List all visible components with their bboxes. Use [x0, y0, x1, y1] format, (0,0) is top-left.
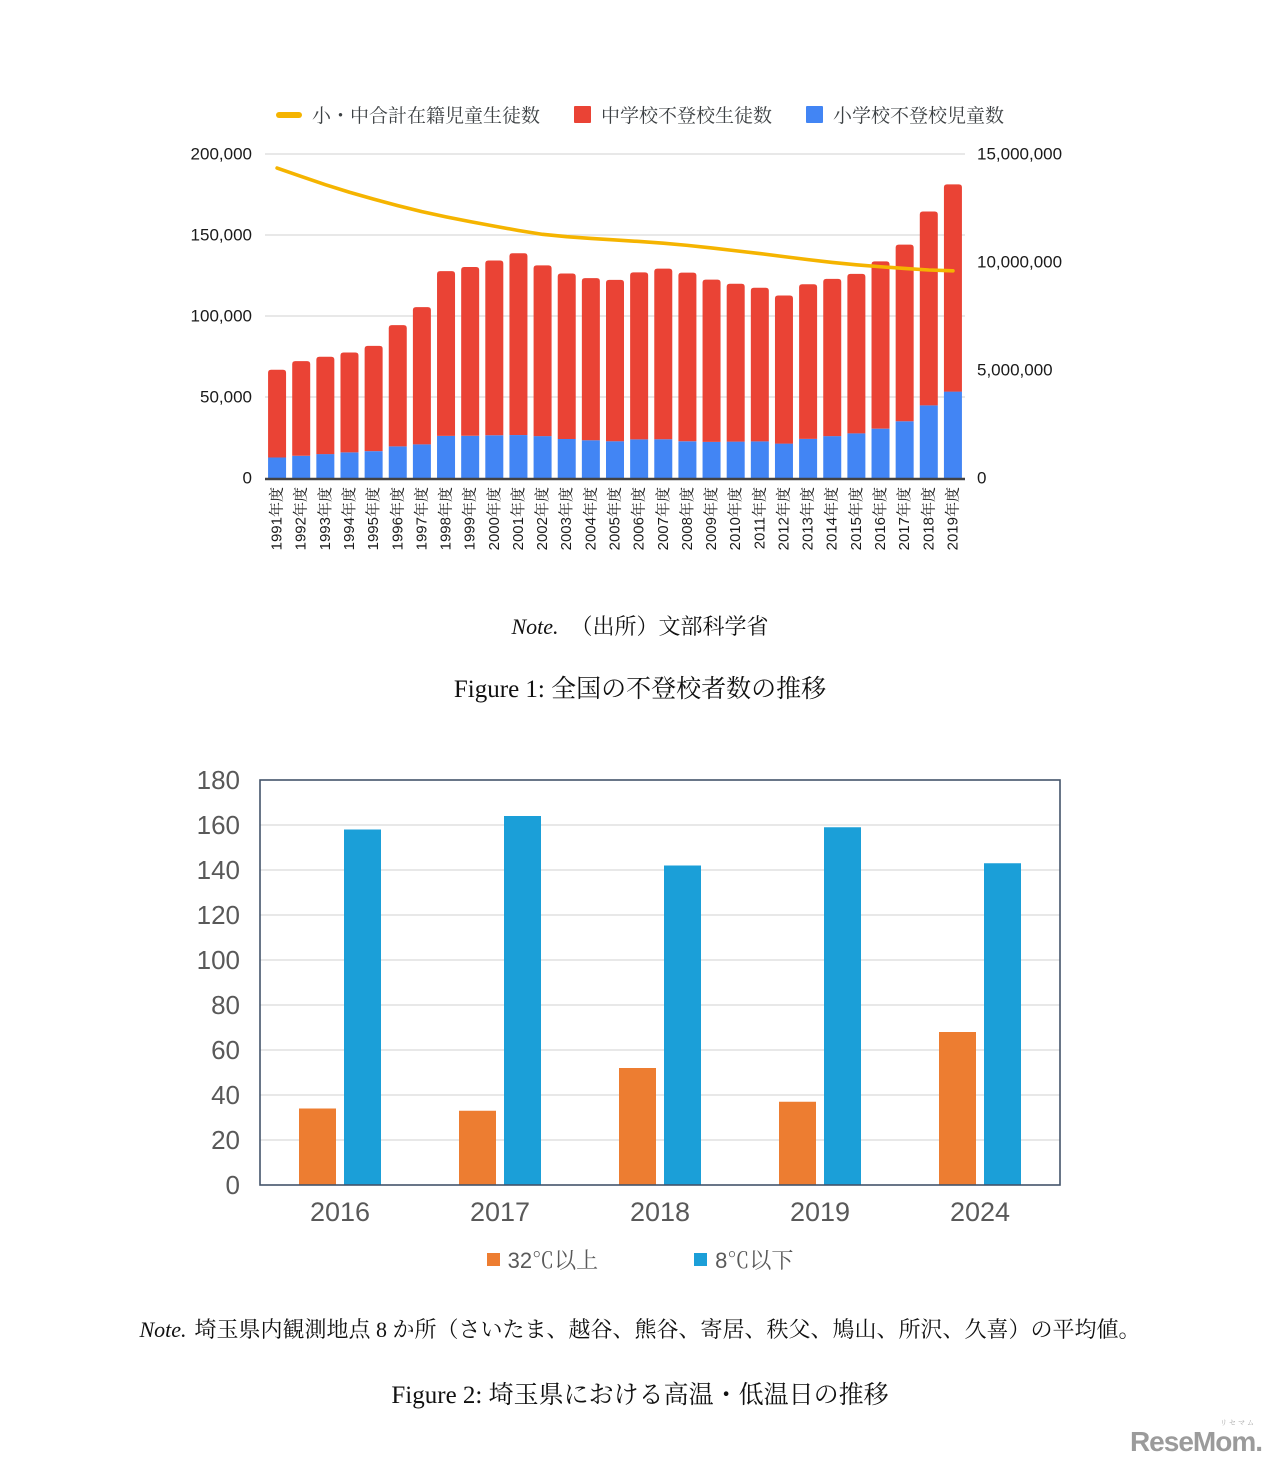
- resemom-logo: [1130, 1420, 1262, 1456]
- x-tick-label-2009年度: 2009年度: [703, 487, 721, 551]
- x-tick-label-2013年度: 2013年度: [799, 487, 817, 551]
- bar-hot-days-2018: [619, 1068, 656, 1185]
- y-tick-label: 60: [211, 1035, 240, 1065]
- left-axis-tick-label: 150,000: [190, 225, 252, 245]
- bar-juniorhigh-2013年度: [799, 284, 817, 439]
- bar-juniorhigh-2018年度: [920, 211, 938, 405]
- legend-label-hot-days: 32℃以上: [507, 1248, 599, 1273]
- x-tick-label-2017年度: 2017年度: [896, 487, 914, 551]
- x-tick-label-1992年度: 1992年度: [292, 487, 310, 551]
- bar-elementary-1994年度: [340, 452, 358, 478]
- x-tick-label-2004年度: 2004年度: [582, 487, 600, 551]
- bar-juniorhigh-2000年度: [485, 260, 503, 435]
- bar-elementary-1996年度: [389, 446, 407, 478]
- note-label: Note.: [139, 1317, 187, 1342]
- bar-juniorhigh-1994年度: [340, 353, 358, 453]
- bar-juniorhigh-2011年度: [751, 288, 769, 442]
- x-tick-label-2017: 2017: [469, 1197, 531, 1227]
- orange-box-swatch-icon: [487, 1253, 500, 1266]
- x-tick-label-2000年度: 2000年度: [485, 486, 503, 551]
- bar-elementary-1999年度: [461, 436, 479, 478]
- bar-elementary-2001年度: [509, 435, 527, 478]
- x-tick-label-2010年度: 2010年度: [727, 487, 745, 551]
- legend-label-cold-days: 8℃以下: [715, 1248, 794, 1273]
- legend-label-elementary: 小学校不登校児童数: [833, 106, 1005, 127]
- x-tick-label-1997年度: 1997年度: [413, 487, 431, 551]
- x-tick-label-1994年度: 1994年度: [340, 487, 358, 551]
- bar-elementary-2019年度: [944, 392, 962, 478]
- bar-juniorhigh-2005年度: [606, 280, 624, 441]
- y-tick-label: 20: [211, 1125, 240, 1155]
- left-axis-tick-label: 200,000: [190, 144, 252, 164]
- x-tick-label-1996年度: 1996年度: [389, 487, 407, 551]
- bar-juniorhigh-2017年度: [896, 245, 914, 422]
- right-axis-tick-label: 5,000,000: [977, 360, 1053, 380]
- bar-hot-days-2024: [939, 1032, 976, 1185]
- bar-hot-days-2019: [779, 1102, 816, 1185]
- x-tick-label-2007年度: 2007年度: [654, 487, 672, 551]
- bar-juniorhigh-1996年度: [389, 325, 407, 446]
- legend-label-junior-high: 中学校不登校生徒数: [600, 106, 772, 127]
- bar-juniorhigh-2002年度: [534, 265, 552, 436]
- bar-elementary-2014年度: [823, 436, 841, 478]
- y-tick-label: 140: [196, 855, 240, 885]
- bar-elementary-1995年度: [365, 451, 383, 478]
- bar-juniorhigh-2016年度: [872, 261, 890, 428]
- bar-elementary-2002年度: [534, 436, 552, 478]
- x-tick-label-2015年度: 2015年度: [847, 487, 865, 551]
- y-tick-label: 0: [225, 1170, 240, 1200]
- figure1-note: [0, 610, 1280, 641]
- bar-elementary-2018年度: [920, 405, 938, 478]
- note-text: 埼玉県内観測地点 8 か所（さいたま、越谷、熊谷、寄居、秩父、鳩山、所沢、久喜）の平均値。: [194, 1317, 1141, 1342]
- bar-elementary-1991年度: [268, 458, 286, 478]
- y-tick-label: 160: [196, 810, 240, 840]
- figure2-chart: [0, 740, 1280, 1240]
- bar-juniorhigh-1992年度: [292, 361, 310, 456]
- bar-juniorhigh-2001年度: [509, 253, 527, 435]
- bar-elementary-1993年度: [316, 454, 334, 478]
- x-tick-label-2014年度: 2014年度: [823, 487, 841, 551]
- x-tick-label-2018年度: 2018年度: [920, 487, 938, 551]
- bar-elementary-2016年度: [872, 429, 890, 478]
- logo-word: ReseMom.: [1129, 1426, 1262, 1457]
- x-tick-label-2019年度: 2019年度: [944, 487, 962, 551]
- bar-elementary-1997年度: [413, 444, 431, 478]
- figure2-note: [0, 1313, 1280, 1344]
- x-tick-label-2019: 2019: [789, 1197, 851, 1227]
- bar-juniorhigh-2019年度: [944, 184, 962, 391]
- bar-juniorhigh-1999年度: [461, 267, 479, 436]
- x-tick-label-1998年度: 1998年度: [437, 487, 455, 551]
- bar-juniorhigh-2006年度: [630, 272, 648, 439]
- bar-cold-days-2019: [824, 827, 861, 1185]
- note-label: Note.: [511, 614, 559, 639]
- bar-elementary-2003年度: [558, 439, 576, 478]
- bar-cold-days-2018: [664, 866, 701, 1186]
- bar-hot-days-2017: [459, 1111, 496, 1185]
- figure1-chart: [0, 0, 1280, 600]
- bar-juniorhigh-2014年度: [823, 279, 841, 436]
- bar-cold-days-2017: [504, 816, 541, 1185]
- y-tick-label: 120: [196, 900, 240, 930]
- legend-label-total-enrollment: 小・中合計在籍児童生徒数: [311, 106, 540, 127]
- bar-elementary-2015年度: [847, 433, 865, 478]
- y-tick-label: 40: [211, 1080, 240, 1110]
- x-tick-label-1991年度: 1991年度: [268, 487, 286, 551]
- figure2-caption: Figure 2: 埼玉県における高温・低温日の推移: [391, 1382, 889, 1409]
- x-tick-label-2002年度: 2002年度: [534, 487, 552, 551]
- bar-elementary-1992年度: [292, 456, 310, 478]
- x-tick-label-2005年度: 2005年度: [606, 487, 624, 551]
- bar-juniorhigh-2003年度: [558, 274, 576, 439]
- bar-juniorhigh-1991年度: [268, 370, 286, 458]
- right-axis-tick-label: 0: [977, 468, 987, 488]
- bar-elementary-2017年度: [896, 421, 914, 478]
- x-tick-label-2016: 2016: [309, 1197, 371, 1227]
- left-axis-tick-label: 100,000: [190, 306, 252, 326]
- bar-elementary-2000年度: [485, 435, 503, 478]
- y-tick-label: 180: [196, 765, 240, 795]
- y-tick-label: 80: [211, 990, 240, 1020]
- x-tick-label-2001年度: 2001年度: [509, 487, 527, 551]
- bar-elementary-1998年度: [437, 436, 455, 478]
- left-axis-tick-label: 50,000: [200, 387, 252, 407]
- bar-elementary-2011年度: [751, 441, 769, 478]
- enrollment-line: [277, 168, 953, 271]
- y-tick-label: 100: [196, 945, 240, 975]
- legend-item-cold-days: [694, 1244, 793, 1275]
- legend-item-hot-days: [487, 1244, 598, 1275]
- bar-juniorhigh-2008年度: [678, 273, 696, 442]
- bar-hot-days-2016: [299, 1109, 336, 1186]
- x-tick-label-1999年度: 1999年度: [461, 487, 479, 551]
- right-axis-tick-label: 10,000,000: [977, 252, 1063, 272]
- bar-elementary-2005年度: [606, 441, 624, 478]
- bar-juniorhigh-1998年度: [437, 271, 455, 436]
- figure1-caption: Figure 1: 全国の不登校者数の推移: [453, 676, 827, 703]
- x-tick-label-2006年度: 2006年度: [630, 487, 648, 551]
- bar-juniorhigh-2015年度: [847, 274, 865, 433]
- bar-elementary-2010年度: [727, 442, 745, 478]
- x-tick-label-1993年度: 1993年度: [316, 487, 334, 551]
- bar-juniorhigh-1997年度: [413, 307, 431, 444]
- bar-juniorhigh-2009年度: [703, 280, 721, 442]
- bar-cold-days-2016: [344, 830, 381, 1186]
- logo-ruby: リセマム: [1220, 1420, 1256, 1427]
- bar-juniorhigh-2007年度: [654, 269, 672, 440]
- bar-elementary-2013年度: [799, 439, 817, 478]
- bar-elementary-2009年度: [703, 442, 721, 478]
- cyan-box-swatch-icon: [694, 1253, 707, 1266]
- bar-juniorhigh-1995年度: [365, 346, 383, 451]
- bar-elementary-2004年度: [582, 440, 600, 478]
- figure2-legend: [0, 1244, 1280, 1275]
- bar-cold-days-2024: [984, 863, 1021, 1185]
- bar-juniorhigh-2010年度: [727, 284, 745, 442]
- x-tick-label-2011年度: 2011年度: [751, 487, 769, 550]
- bar-elementary-2006年度: [630, 439, 648, 478]
- x-tick-label-2018: 2018: [629, 1197, 691, 1227]
- x-tick-label-2012年度: 2012年度: [775, 487, 793, 551]
- right-axis-tick-label: 15,000,000: [977, 144, 1063, 164]
- note-text: （出所）文部科学省: [570, 614, 769, 639]
- x-tick-label-1995年度: 1995年度: [365, 487, 383, 551]
- x-tick-label-2008年度: 2008年度: [678, 487, 696, 551]
- x-tick-label-2003年度: 2003年度: [558, 487, 576, 551]
- bar-juniorhigh-1993年度: [316, 357, 334, 454]
- bar-elementary-2012年度: [775, 444, 793, 478]
- x-tick-label-2024: 2024: [949, 1197, 1011, 1227]
- x-tick-label-2016年度: 2016年度: [872, 487, 890, 551]
- bar-elementary-2007年度: [654, 439, 672, 478]
- bar-elementary-2008年度: [678, 441, 696, 478]
- left-axis-tick-label: 0: [242, 468, 252, 488]
- bar-juniorhigh-2004年度: [582, 278, 600, 440]
- bar-juniorhigh-2012年度: [775, 295, 793, 443]
